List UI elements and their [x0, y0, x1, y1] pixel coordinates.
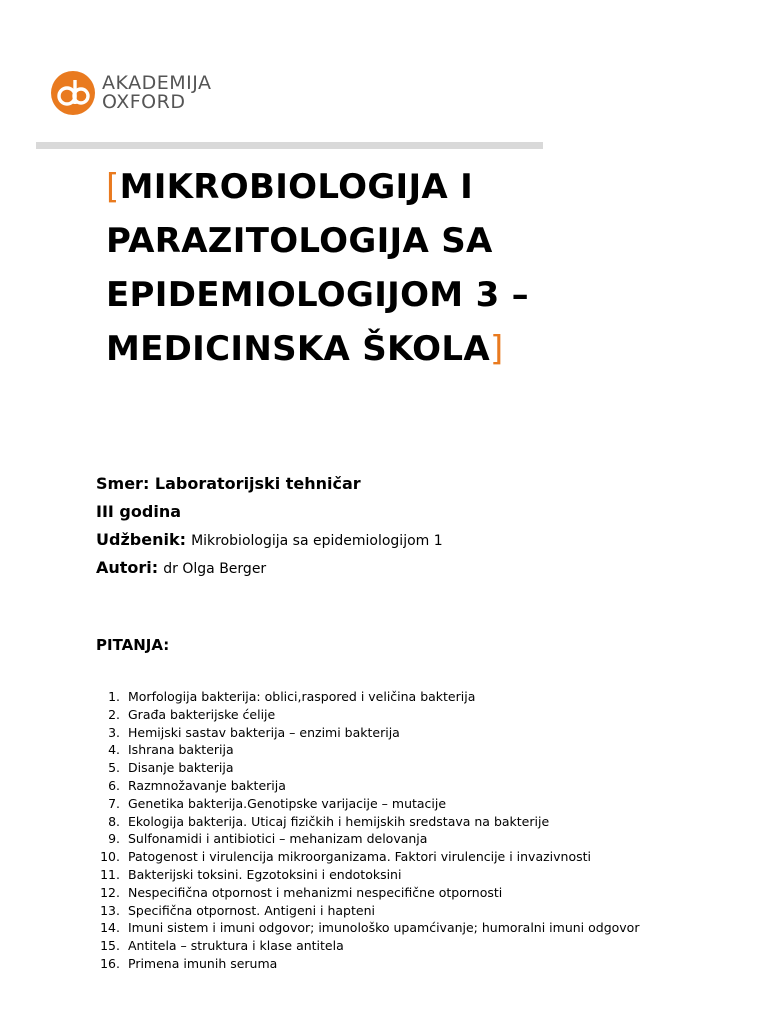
- question-number: 15.: [100, 938, 120, 954]
- question-item: [96, 848, 639, 866]
- question-number: 16.: [100, 955, 120, 971]
- question-item: [96, 777, 639, 795]
- question-item: [96, 706, 639, 724]
- question-number: 6.: [108, 777, 120, 793]
- questions-heading: PITANJA:: [96, 636, 170, 654]
- question-number: 11.: [100, 866, 120, 882]
- question-text: Nespecifična otpornost i mehanizmi nespecifične otpornosti: [128, 884, 503, 900]
- question-text: Morfologija bakterija: oblici,raspored i veličina bakterija: [128, 689, 476, 704]
- question-text: Bakterijski toksini. Egzotoksini i endotoksini: [128, 866, 402, 882]
- question-text: Specifična otpornost. Antigeni i hapteni: [128, 902, 375, 918]
- document-title: [106, 160, 546, 376]
- question-text: Razmnožavanje bakterija: [128, 777, 286, 793]
- udzbenik-label: Udžbenik:: [96, 530, 186, 549]
- question-item: [96, 902, 639, 920]
- header-divider: [36, 142, 543, 149]
- question-number: 5.: [108, 760, 120, 776]
- title-text: MIKROBIOLOGIJA I PARAZITOLOGIJA SA EPIDEMIOLOGIJOM 3 – MEDICINSKA ŠKOLA: [106, 167, 529, 369]
- question-text: Primena imunih seruma: [128, 955, 278, 971]
- course-meta: [96, 470, 443, 582]
- question-item: [96, 919, 639, 937]
- autori-label: Autori:: [96, 558, 159, 577]
- udzbenik-line: [96, 526, 443, 554]
- question-text: Građa bakterijske ćelije: [128, 706, 276, 722]
- question-number: 10.: [100, 849, 120, 865]
- question-text: Imuni sistem i imuni odgovor; imunološko upamćivanje; humoralni imuni odgovor: [128, 920, 640, 936]
- question-item: [96, 866, 639, 884]
- smer-text: Smer: Laboratorijski tehničar: [96, 474, 361, 493]
- question-item: [96, 830, 639, 848]
- question-text: Disanje bakterija: [128, 760, 234, 776]
- title-close-bracket: ]: [489, 329, 504, 369]
- question-number: 13.: [100, 902, 120, 918]
- logo-line-2: OXFORD: [102, 91, 186, 113]
- question-item: [96, 955, 639, 973]
- autori-value: dr Olga Berger: [163, 561, 267, 577]
- question-text: Patogenost i virulencija mikroorganizama. Faktori virulencije i invazivnosti: [128, 849, 592, 865]
- question-item: [96, 741, 639, 759]
- akademija-oxford-logo: [50, 70, 212, 116]
- question-text: Hemijski sastav bakterija – enzimi bakterija: [128, 724, 400, 740]
- smer-line: [96, 470, 443, 498]
- question-text: Ishrana bakterija: [128, 742, 234, 758]
- logo-line-1: AKADEMIJA: [102, 72, 212, 94]
- question-number: 2.: [108, 706, 120, 722]
- questions-list: [96, 688, 639, 973]
- question-item: [96, 937, 639, 955]
- question-number: 4.: [108, 742, 120, 758]
- question-number: 1.: [108, 689, 120, 704]
- question-item: [96, 759, 639, 777]
- question-item: [96, 724, 639, 742]
- logo-wordmark: [102, 74, 212, 112]
- question-text: Sulfonamidi i antibiotici – mehanizam delovanja: [128, 831, 428, 847]
- question-text: Genetika bakterija.Genotipske varijacije – mutacije: [128, 795, 447, 811]
- ab-monogram-icon: [50, 70, 96, 116]
- title-open-bracket: [: [106, 167, 120, 207]
- question-number: 12.: [100, 884, 120, 900]
- question-item: [96, 813, 639, 831]
- godina-line: [96, 498, 443, 526]
- question-item: [96, 795, 639, 813]
- question-number: 8.: [108, 813, 120, 829]
- question-number: 7.: [108, 795, 120, 811]
- question-number: 3.: [108, 724, 120, 740]
- question-text: Ekologija bakterija. Uticaj fizičkih i hemijskih sredstava na bakterije: [128, 813, 550, 829]
- question-item: [96, 688, 639, 706]
- question-item: [96, 884, 639, 902]
- udzbenik-value: Mikrobiologija sa epidemiologijom 1: [191, 533, 443, 549]
- question-number: 9.: [108, 831, 120, 847]
- autori-line: [96, 554, 443, 582]
- question-number: 14.: [100, 920, 120, 936]
- godina-text: III godina: [96, 502, 181, 521]
- question-text: Antitela – struktura i klase antitela: [128, 938, 344, 954]
